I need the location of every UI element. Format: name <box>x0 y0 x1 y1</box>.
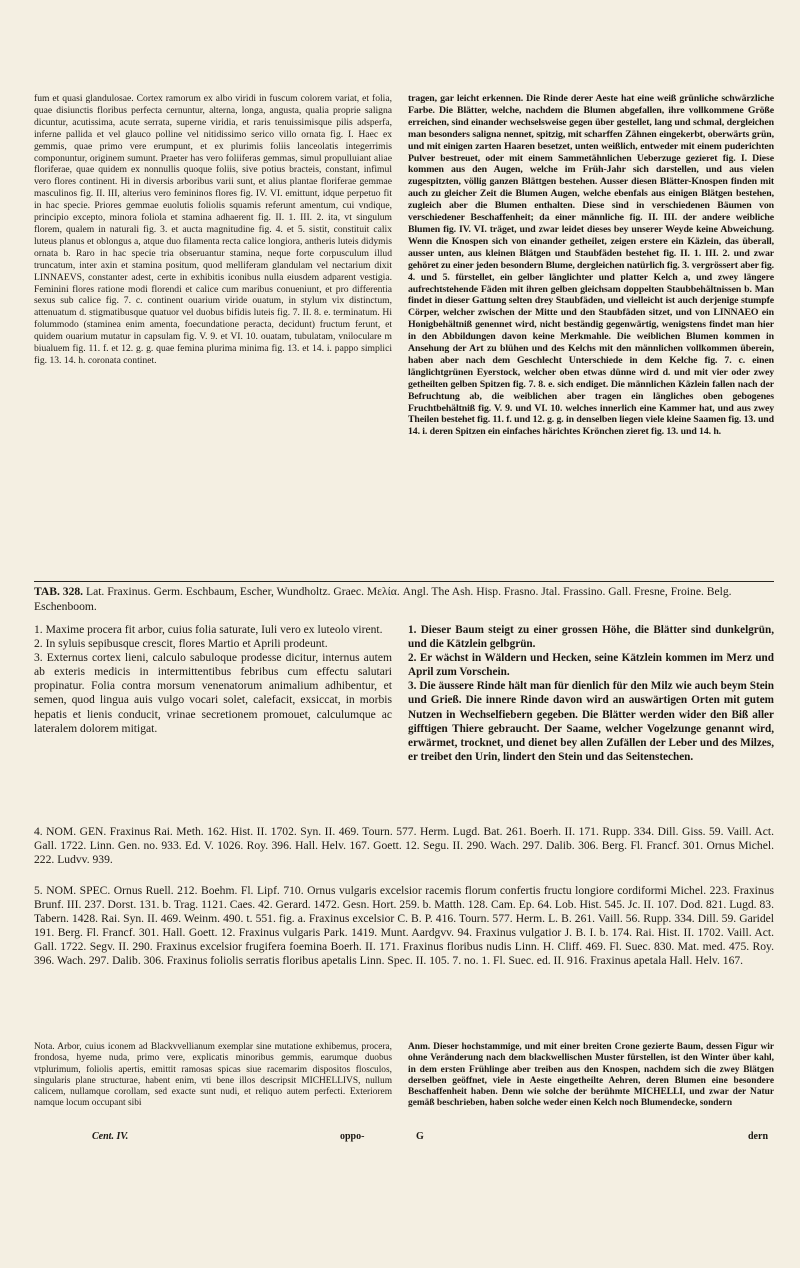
latin-description-text: fum et quasi glandulosae. Cortex ramorum ex albo viridi in fuscum colorem variat, et folia, quae disiunctis floribus perfecta cernuntur, alterna, longa, angusta, qualia proprie saligna dicuntur, acutissima, acute serrata, superne viridia, et raris tenuissimisque pilis adsperfa, inferne pallida et vel glauco polline vel nitidissimo serico villo ornata fig. I. Haec ex gemmis, quae primo vere erumpunt, et ex plurimis foliis lanceolatis integerrimis componuntur, originem sumunt. Praeter has vero foliiferas gemmas, simul propulluiant aliae floriferae, quae quidem ex nonnullis quoque foliis, sive potius bracteis, constant, infimul vero flores continent. Hi in diversis arboribus varii sunt, et alius plantae floriferae gemmae masculinos fig. II. III, alterius vero femininos flores fig. IV. VI. emittunt, idque perpetuo fit in hac specie. Priores gemmae euolutis foliolis squamis referunt amentum, cui vndique, principio excepto, minora foliola et staminа adhaerent fig. II. 1. III. 2. ita, vt singulum florem, qualem in naturali fig. 3. et aucta magnitudine fig. 4. et 5. sistit, constituit calix luteus planus et oblongus a, atque duo filamentа recta calice longiora, antheris luteis didymis ornata b. Raro in hac specie tria obseruantur stamina, neque forte corpusculum illud truncatum, inter axin et stamina positum, quod melliferam glandulam vel nectarium dixit LINNAEVS, constanter adest, certe in exhibitis iconibus nulla eiusdem adparent vestigia. Feminini flores ratione modi florendi et calice cum maribus conueniunt, et pro differentia sexus sub calice fig. 7. c. continent ouarium viride ouatum, in stylum vix distinctum, attenuatum d. stigmatibusque quatuor vel duobus bifidis luteis fig. 7. II. 8. e. terminatum. Hi folummodo (staminea enim amenta, foecundatione peracta, decidunt) fructum ferunt, et quidem ouarium mutatur in capsulam fig. V. 9. et VI. 10. ouatam, tubulatam, vniloculare m biualuem fig. 11. f. et 12. g. g. quae femina plurima minima fig. 13. et 14. i. pappo simplici fig. 13. 14. h. coronata continet. <box>34 93 392 366</box>
german-note-2: 2. Er wächst in Wäldern und Hecken, seine Kätzlein kommen im Merz und April zum Vorschein. <box>408 652 774 679</box>
nomen-genericum <box>34 825 774 867</box>
latin-note-1: 1. Maxime procera fit arbor, cuius folia saturate, Iuli vero ex luteolo virent. <box>34 623 383 636</box>
nomen-specificum-text: 5. NOM. SPEC. Ornus Ruell. 212. Boehm. Fl. Lipf. 710. Ornus vulgaris excelsior racemis florum confertis fructu longiore cordiformi Michel. 223. Fraxinus Brunf. III. 237. Dorst. 131. b. Trag. 1121. Caes. 42. Gerard. 1472. Gesn. Hort. 259. b. Matth. 128. Cam. Ep. 64. Lob. Hist. 545. Jc. II. 107. Dod. 821. Lugd. 83. Tabern. 1428. Rai. Syn. II. 469. Weinm. 490. t. 551. fig. a. Fraxinus excelsior C. B. P. 416. Tourn. 577. Herm. L. B. 261. Vaill. 56. Rupp. 334. Dill. 59. Garidel 191. Berg. Fl. Francf. 301. Hall. Goett. 12. Fraxinus vulgaris Park. 1419. Munt. Aardgvv. 94. Fraxinus vulgatior J. B. I. b. 174. Rai. Hist. II. 1702. Vaill. Act. Gall. 1722. Segv. II. 290. Fraxinus excelsior frugifera foemina Boerh. II. 171. Fraxinus floribus nudis Linn. H. Cliff. 469. Fl. Suec. 830. Mat. med. 475. Roy. 396. Wach. 297. Dalib. 306. Fraxinus foliolis serratis floribus apetalis Linn. Spec. II. 105. 7. no. 1. Fl. Suec. ed. II. 916. Fraxinus apetala Hall. Helv. 167. <box>34 884 774 968</box>
section-divider <box>34 581 774 582</box>
latin-catchword: oppo- <box>340 1131 365 1142</box>
nomen-genericum-text: 4. NOM. GEN. Fraxinus Rai. Meth. 162. Hist. II. 1702. Syn. II. 469. Tourn. 577. Herm. Lugd. Bat. 261. Boerh. II. 171. Rupp. 334. Dill. Giss. 59. Vaill. Act. Gall. 1722. Linn. Gen. no. 933. Ed. V. 1026. Roy. 396. Hall. Helv. 167. Goett. 12. Segu. II. 290. Wach. 297. Dalib. 306. Berg. Fl. Francf. 301. Ornus Michel. 222. Ludvv. 939. <box>34 825 774 867</box>
gathering-letter: G <box>416 1131 424 1142</box>
german-catchword: dern <box>748 1131 768 1142</box>
german-anmerkung-text: Anm. Dieser hochstammige, und mit einer breiten Crone gezierte Baum, dessen Figur wir ohne Veränderung nach dem blackwellischen Muster fürstellen, ist den Winter über kahl, in dem ersten Frühlinge aber treiben aus den Knospen, nachdem sich die zwey Blätgen derselben geöffnet, viele in Aeste eingetheilte Aehren, deren Blumen eine besondere Beschaffenheit haben. Denn wie solche der berühmte MICHELLI, und zwar der Natur gemäß beschrieben, haben solche weder einen Kelch noch Blumendecke, sondern <box>408 1042 774 1109</box>
plate-number: TAB. 328. <box>34 585 84 598</box>
german-numbered-notes <box>408 623 774 764</box>
latin-numbered-notes <box>34 623 392 736</box>
german-description-column <box>408 93 774 438</box>
signature-mark: Cent. IV. <box>92 1131 129 1142</box>
german-note-3: 3. Die äussere Rinde hält man für dienlich für den Milz wie auch beym Stein und Grieß. Die innere Rinde davon wird an auswärtigen Orten mit gutem Nutzen in Wechselfiebern gegeben. Die Blätter werden wider den Biß aller gifftigen Thiere gebraucht. Der Saame, welcher Vogelzunge genannt wird, erwärmet, trocknet, und dienet bey allen Zufällen der Leber und des Milzes, er treibet den Urin, lindert den Stein und das Seitenstechen. <box>408 680 774 763</box>
latin-nota <box>34 1042 392 1110</box>
german-anmerkung <box>408 1042 774 1110</box>
latin-description-column <box>34 93 392 367</box>
latin-note-3: 3. Externus cortex lieni, calculo sabuloque prodesse dicitur, internus autem ab exteris medicis in intermittentibus febribus cum effectu salutari propinatur. Folia contra morsum venenatorum animalium adhibentur, et semen, quod lingua auis vulgo vocari solet, calefacit, exsiccat, in morbis hepatis et lienis conducit, vrinae secretionem promouet, calculumque ac lateralem dolorem mitigat. <box>34 651 392 735</box>
german-description-text: tragen, gar leicht erkennen. Die Rinde derer Aeste hat eine weiß grünliche schwärzliche Farbe. Die Blätter, welche, nachdem die Blumen abgefallen, ihre vollkommene Größe erreichen, sind einander wechselsweise gegen über gestellet, lang und schmal, dergleichen man besonders saligna nennet, spitzig, mit scharffen Zähnen eingekerbt, oberwärts grün, und mit einigen zarten Haaren besetzet, unten weißlich, entweder mit einem puderichten Pulver bestreuet, oder mit einem Sammetähnlichen Ueberzuge gezieret fig. I. Diese kommen aus den Augen, welche im Früh-Jahr sich darstellen, und aus vielen zugespitzten, völlig ganzen Blättgen bestehen. Ausser diesen Blätter-Knospen finden mit auch zu gleicher Zeit die Blumen Augen, welche ebenfals aus einigen Blätgen bestehen, zugleich aber die Blumen enthalten. Diese sind in verschiedenen Bäumen von verschiedener Beschaffenheit; da einer männliche fig. II. III. der andere weibliche Blumen fig. IV. VI. träget, und zwar leidet dieses bey unserer Weyde keine Abweichung. Wenn die Knospen sich von einander getheilet, zeigen erstere ein Käzlein, das überall, ausser unten, aus kleinen Blätgen und Staubfäden bestehet fig. II. 1. III. 2. und zwar gehöret zu einer jeden besondern Blume, dergleichen natürlich fig. 3. vergrössert aber fig. 4. und 5. fürstellet, ein gelber länglichter und platter Kelch a, und zwey längere aufrechtstehende Fäden mit ihren gelben gleichsam doppelten Staubbehältnissen b. Man findet in dieser Gattung selten drey Staubfäden, und vielleicht ist auch derjenige stumpfe Cörper, welcher zwischen der Mitte und den Staubfäden sitzet, und von LINNAEO ein Honigbehältniß genennet wird, nicht beständig gegenwärtig, wenigstens findet man hier in den Abbildungen davon keine Merkmahle. Die weiblichen Blumen kommen in Ansehung der Art zu blühen und des Kelchs mit den männlichen vollkommen überein, haben aber nach dem Geschlecht Unterschiede in dem Kelche fig. 7. c. einen länglichtgrünen Eyerstock, welcher oben etwas dünne wird d. und mit vier oder zwey getheilten gelben Spitzen fig. 7. 8. e. sich endiget. Die männlichen Käzlein fallen nach der Befruchtung ab, die weiblichen aber tragen ein längliches oben gebogenes Fruchtbehältniß fig. V. 9. und VI. 10. welches innerlich eine Kammer hat, und aus zwey Theilen bestehet fig. 11. f. und 12. g. g. in denselben liegen viele kleine Saamen fig. 13. und 14. i. deren Spitzen ein einfaches härichtes Krönchen zieret fig. 13. und 14. h. <box>408 93 774 438</box>
nomen-specificum <box>34 884 774 969</box>
plate-names: Lat. Fraxinus. Germ. Eschbaum, Escher, Wundholtz. Graec. Μελία. Angl. The Ash. Hisp. Frasno. Jtal. Frassino. Gall. Fresne, Froine. Belg. Eschenboom. <box>34 585 732 613</box>
german-note-1: 1. Dieser Baum steigt zu einer grossen Höhe, die Blätter sind dunkelgrün, und die Kätzlein gelbgrün. <box>408 624 774 651</box>
latin-note-2: 2. In syluis sepibusque crescit, flores Martio et Aprili prodeunt. <box>34 637 328 651</box>
latin-nota-text: Nota. Arbor, cuius iconem ad Blackvvellianum exemplar sine mutatione exhibemus, procera, frondosa, hyeme nuda, primo vere, explicatis minoribus gemmis, earumque duobus vtplurimum, foliolis apertis, emittit ramosas spicas siue racemarim dispositos flosculos, singularis plane structurae, habent enim, vti bene illos descripsit MICHELLIVS, nullum calicem, nullamque corollam, sed exacte sunt nudi, et reliquo autem perfecti. Exteriorem namque locum occupant sibi <box>34 1042 392 1109</box>
plate-heading <box>34 585 774 614</box>
